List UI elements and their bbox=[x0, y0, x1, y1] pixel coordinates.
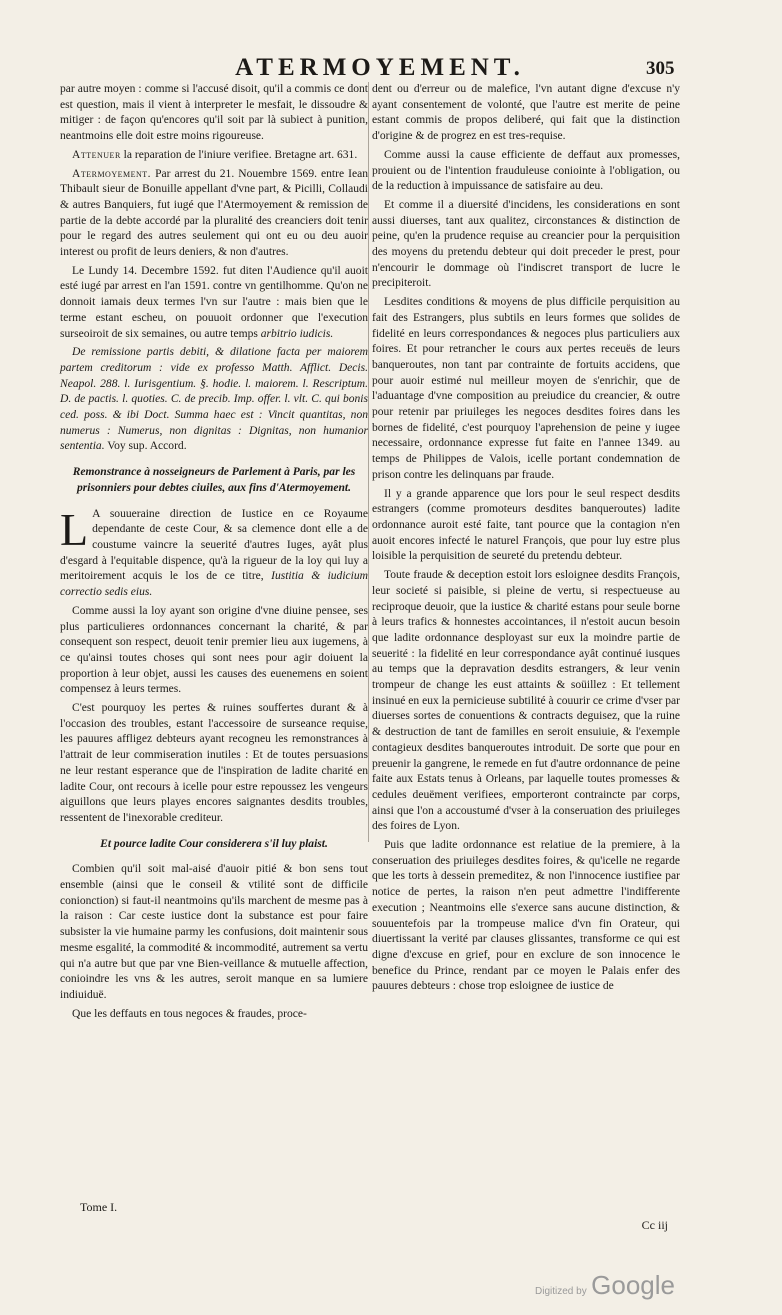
paragraph: C'est pourquoy les pertes & ruines souffertes durant & à l'occasion des troubles, estant l'accessoire de surseance requise, les pauures affligez debteurs ayant recogneu les remonstrances à l'attrait de leur commiseration inutiles : Et de toutes persuasions ne leur restant esperance que de l'inspiration de ladite charité en ladite Cour, ont recours à icelle pour estre repoussez les vengeurs aiguillons que leurs playes encores saignantes desdits troubles, ressentent de l'inexorable crediteur. bbox=[60, 702, 368, 824]
paragraph: Toute fraude & deception estoit lors esloignee desdits François, leur societé si paisible, si pleine de vertu, si respectueuse au reciproque deuoir, que la iustice & charité estans pour seule borne à leurs trafics & honnestes accointances, il n'estoit aucun besoin que ladite ordonnance desployast sur eux la moindre partie de seuerité : la fidelité en leur correspondance ayât continué iusques au temps que la depravation desdits estrangers, & leur venin trompeur de change les eust attaints & soüillez : Et tellement insinué en eux la pernicieuse subtilité à couurir ce crime d'vser par diuerses sortes de conuentions & contracts deguisez, que la ruine & destruction de tant de familles en seroit ensuiuie, & l'exemple contagieux desdites banqueroutes introduit. De sorte que pour en preuenir la gangrene, le remede en fut d'autre ordonnance de peine faite aux Estats tenus à Orleans, par laquelle toutes promesses & cedules deuëment verifiees, emporteront contraincte par corps, ainsi que l'on a accoustumé d'vser à la conseruation des priuileges des foires de Lyon. bbox=[372, 569, 680, 833]
entry-text: Par arrest du 21. Nouembre 1569. entre Iean Thibault sieur de Bonuille appellant d'vne part, & Picilli, Collaudi & autres Banquiers, fut iugé que l'Atermoyement & remission de partie de la debte accordé par la pluralité des creanciers doit tenir pour le regard des autres seulement qui ont eu ou deu auoir interest ou profit de leurs deniers, & non d'autres. bbox=[60, 167, 368, 259]
paragraph: Et comme il a diuersité d'incidens, les considerations en sont aussi diuerses, tant aux qualitez, circonstances & distinction de peine, qu'en la prudence requise au creancier pour la perquisition des moyens du pretendu debteur qui doit preceder le prest, pour n'encourir le dommage où l'indiscret transport de lucre le precipiteroit. bbox=[372, 198, 680, 290]
entry-text: Le Lundy 14. Decembre 1592. fut diten l'Audience qu'il auoit esté iugé par arrest en l'an 1591. contre vn gentilhomme. Qu'on ne donnoit iamais deux termes l'vn sur l'autre : mais bien que le terme estant escheu, on pouuoit ordonner que l'execution surseoiroit de six semaines, ou autre temps bbox=[60, 264, 368, 340]
entry-text: A souueraine direction de Iustice en ce Royaume dependante de ceste Cour, & sa clemence dont elle a de coustume vaincre la seuerité d'autres Iuges, ayât plus d'esgard à l'equitable dispence, qu'à la rigueur de la loy qui luy a meritoirement acquis le los de ce titre, bbox=[60, 507, 368, 583]
signature-mark: Cc iij bbox=[641, 1218, 668, 1232]
paragraph: Il y a grande apparence que lors pour le seul respect desdits estrangers (comme promoteurs desdites banqueroutes) ladite ordonnance auroit esté faite, tant pource que la contagion n'en auoit encores infecté le naturel François, que pour luy estre plus loisible la perquisition de seureté du pretendu debteur. bbox=[372, 487, 680, 563]
page-number: 305 bbox=[646, 58, 675, 79]
paragraph: Puis que ladite ordonnance est relatiue de la premiere, à la conseruation des priuileges desdites foires, & qu'icelle ne regarde que les torts à dessein premeditez, & non l'innocence iustifiee par notice de pertes, la raison n'en peut admettre l'indifferente execution ; Neantmoins elle s'exerce sans aucune distinction, & souuentefois par la trompeuse malice d'vn fin Orateur, qui diuertissant la verité par clauses glissantes, transforme ce qui est digne d'excuse en grief, pour en exclure de son innocence le benefice du Prince, rendant par ce moyen le Palais enfer des pauures debteurs : chose trop esloignee de iustice de bbox=[372, 839, 680, 993]
entry-text: la reparation de l'iniure verifiee. Bretagne art. 631. bbox=[120, 148, 358, 161]
entry-lead: Atermoyement. bbox=[72, 167, 152, 180]
running-head: ATERMOYEMENT. bbox=[235, 54, 525, 81]
paragraph: Que les deffauts en tous negoces & fraudes, proce- bbox=[72, 1007, 307, 1020]
paragraph: Comme aussi la cause efficiente de deffaut aux promesses, prouient ou de l'intention frauduleuse coniointe à l'obligation, ou de la reduction à impuissance de satisfaire au deu. bbox=[372, 148, 680, 193]
entry-lead: Attenuer bbox=[72, 148, 121, 161]
digitization-watermark bbox=[535, 1270, 675, 1301]
watermark-prefix: Digitized by bbox=[535, 1286, 587, 1297]
paragraph: Lesdites conditions & moyens de plus difficile perquisition au fait des Estrangers, plus subtils en leurs formes que solides de fidelité en leurs correspondances & negoces plus particuliers aux foires. Et pour retrancher le cours aux pertes receuës de leurs banqueroutes, non tant par contrainte de fortuits accidens, que pour auoir estimé nul meilleur moyen de s'enrichir, que de l'aduantage d'vne composition au preiudice du creancier, & outre pour retenir par priuileges les negoces desdites foires dans les bornes de fidelité, c'est pourquoy l'aprehension de peine y iugee necessaire, ordonnance expresse fut faite en l'annee 1349. au temps de Philippes de Valois, icelle portant condemnation de prison contre les delinquans par fraude. bbox=[372, 296, 680, 481]
column-divider bbox=[368, 82, 369, 842]
paragraph: dent ou d'erreur ou de malefice, l'vn autant digne d'excuse n'y ayant consentement de volonté, que l'autre est merite de peine estant commis de propos deliberé, qui fait que la distinction d'origine & de progrez en est tres-requise. bbox=[372, 83, 680, 143]
section-heading: Remonstrance à nosseigneurs de Parlement à Paris, par les prisonniers pour debtes ciuiles, aux fins d'Atermoyement. bbox=[72, 466, 356, 494]
paragraph bbox=[60, 345, 368, 455]
paragraph: par autre moyen : comme si l'accusé disoit, qu'il a commis ce dont est question, mais il vient à interpreter le mesfait, le dissoudre & mitiger : de façon qu'encores qu'il soit par là subiect à punition, neantmoins elle doit estre moins rigoureuse. bbox=[60, 83, 368, 143]
section-heading: Et pource ladite Cour considerera s'il luy plaist. bbox=[100, 837, 328, 850]
latin-phrase: Iustitia & iudicium correctio sedis eius. bbox=[60, 570, 368, 599]
left-column bbox=[60, 82, 368, 1025]
google-logo: Google bbox=[591, 1270, 675, 1300]
right-column bbox=[372, 82, 680, 998]
latin-phrase: arbitrio iudicis. bbox=[257, 327, 334, 340]
paragraph bbox=[60, 167, 368, 261]
paragraph: Combien qu'il soit mal-aisé d'auoir pitié & bon sens tout ensemble (ainsi que le conseil & vtilité sont de difficile conionction) si faut-il neantmoins qu'ils marchent de mesme pas à la raison : Car ceste iustice dont la substance est pour faire subsister la vie humaine parmy les confusions, doit maintenir sous mesme esgalité, la commodité & incommodité, autrement sa vertu qui n'a autre but que par vne Bien-veillance & mutuelle affection, conioindre les vns & les autres, seroit manque en sa lumiere indiuiduë. bbox=[60, 863, 368, 1001]
volume-label: Tome I. bbox=[80, 1200, 118, 1214]
paragraph bbox=[60, 148, 368, 164]
cross-reference: Voy sup. Accord. bbox=[104, 440, 187, 453]
drop-cap: L bbox=[60, 503, 89, 555]
paragraph bbox=[60, 503, 368, 601]
paragraph: Comme aussi la loy ayant son origine d'vne diuine pensee, ses plus particulieres ordonnances concernant la charité, & par consequent son respect, deuoit tenir premier lieu aux iugemens, à ce qu'ainsi toutes choses qui sont nees pour agir doiuent la proportion à leur objet, aussi les causes des euenemens en soient compensez à leurs termes. bbox=[60, 604, 368, 696]
paragraph bbox=[60, 264, 368, 343]
latin-citation: De remissione partis debiti, & dilatione facta per maiorem partem creditorum : vide ex professo Matth. Afflict. Decis. Neapol. 288. l. Iurisgentium. §. hodie. l. maiorem. l. Rescriptum. D. de pactis. l. quoties. C. de precib. Imp. offer. l. vlt. C. qui bonis ced. poss. & ibi Doct. Summa haec est : Vincit quantitas, non numerus : Numerus, non dignitas : Dignitas, non humanior sententia. bbox=[60, 346, 368, 453]
